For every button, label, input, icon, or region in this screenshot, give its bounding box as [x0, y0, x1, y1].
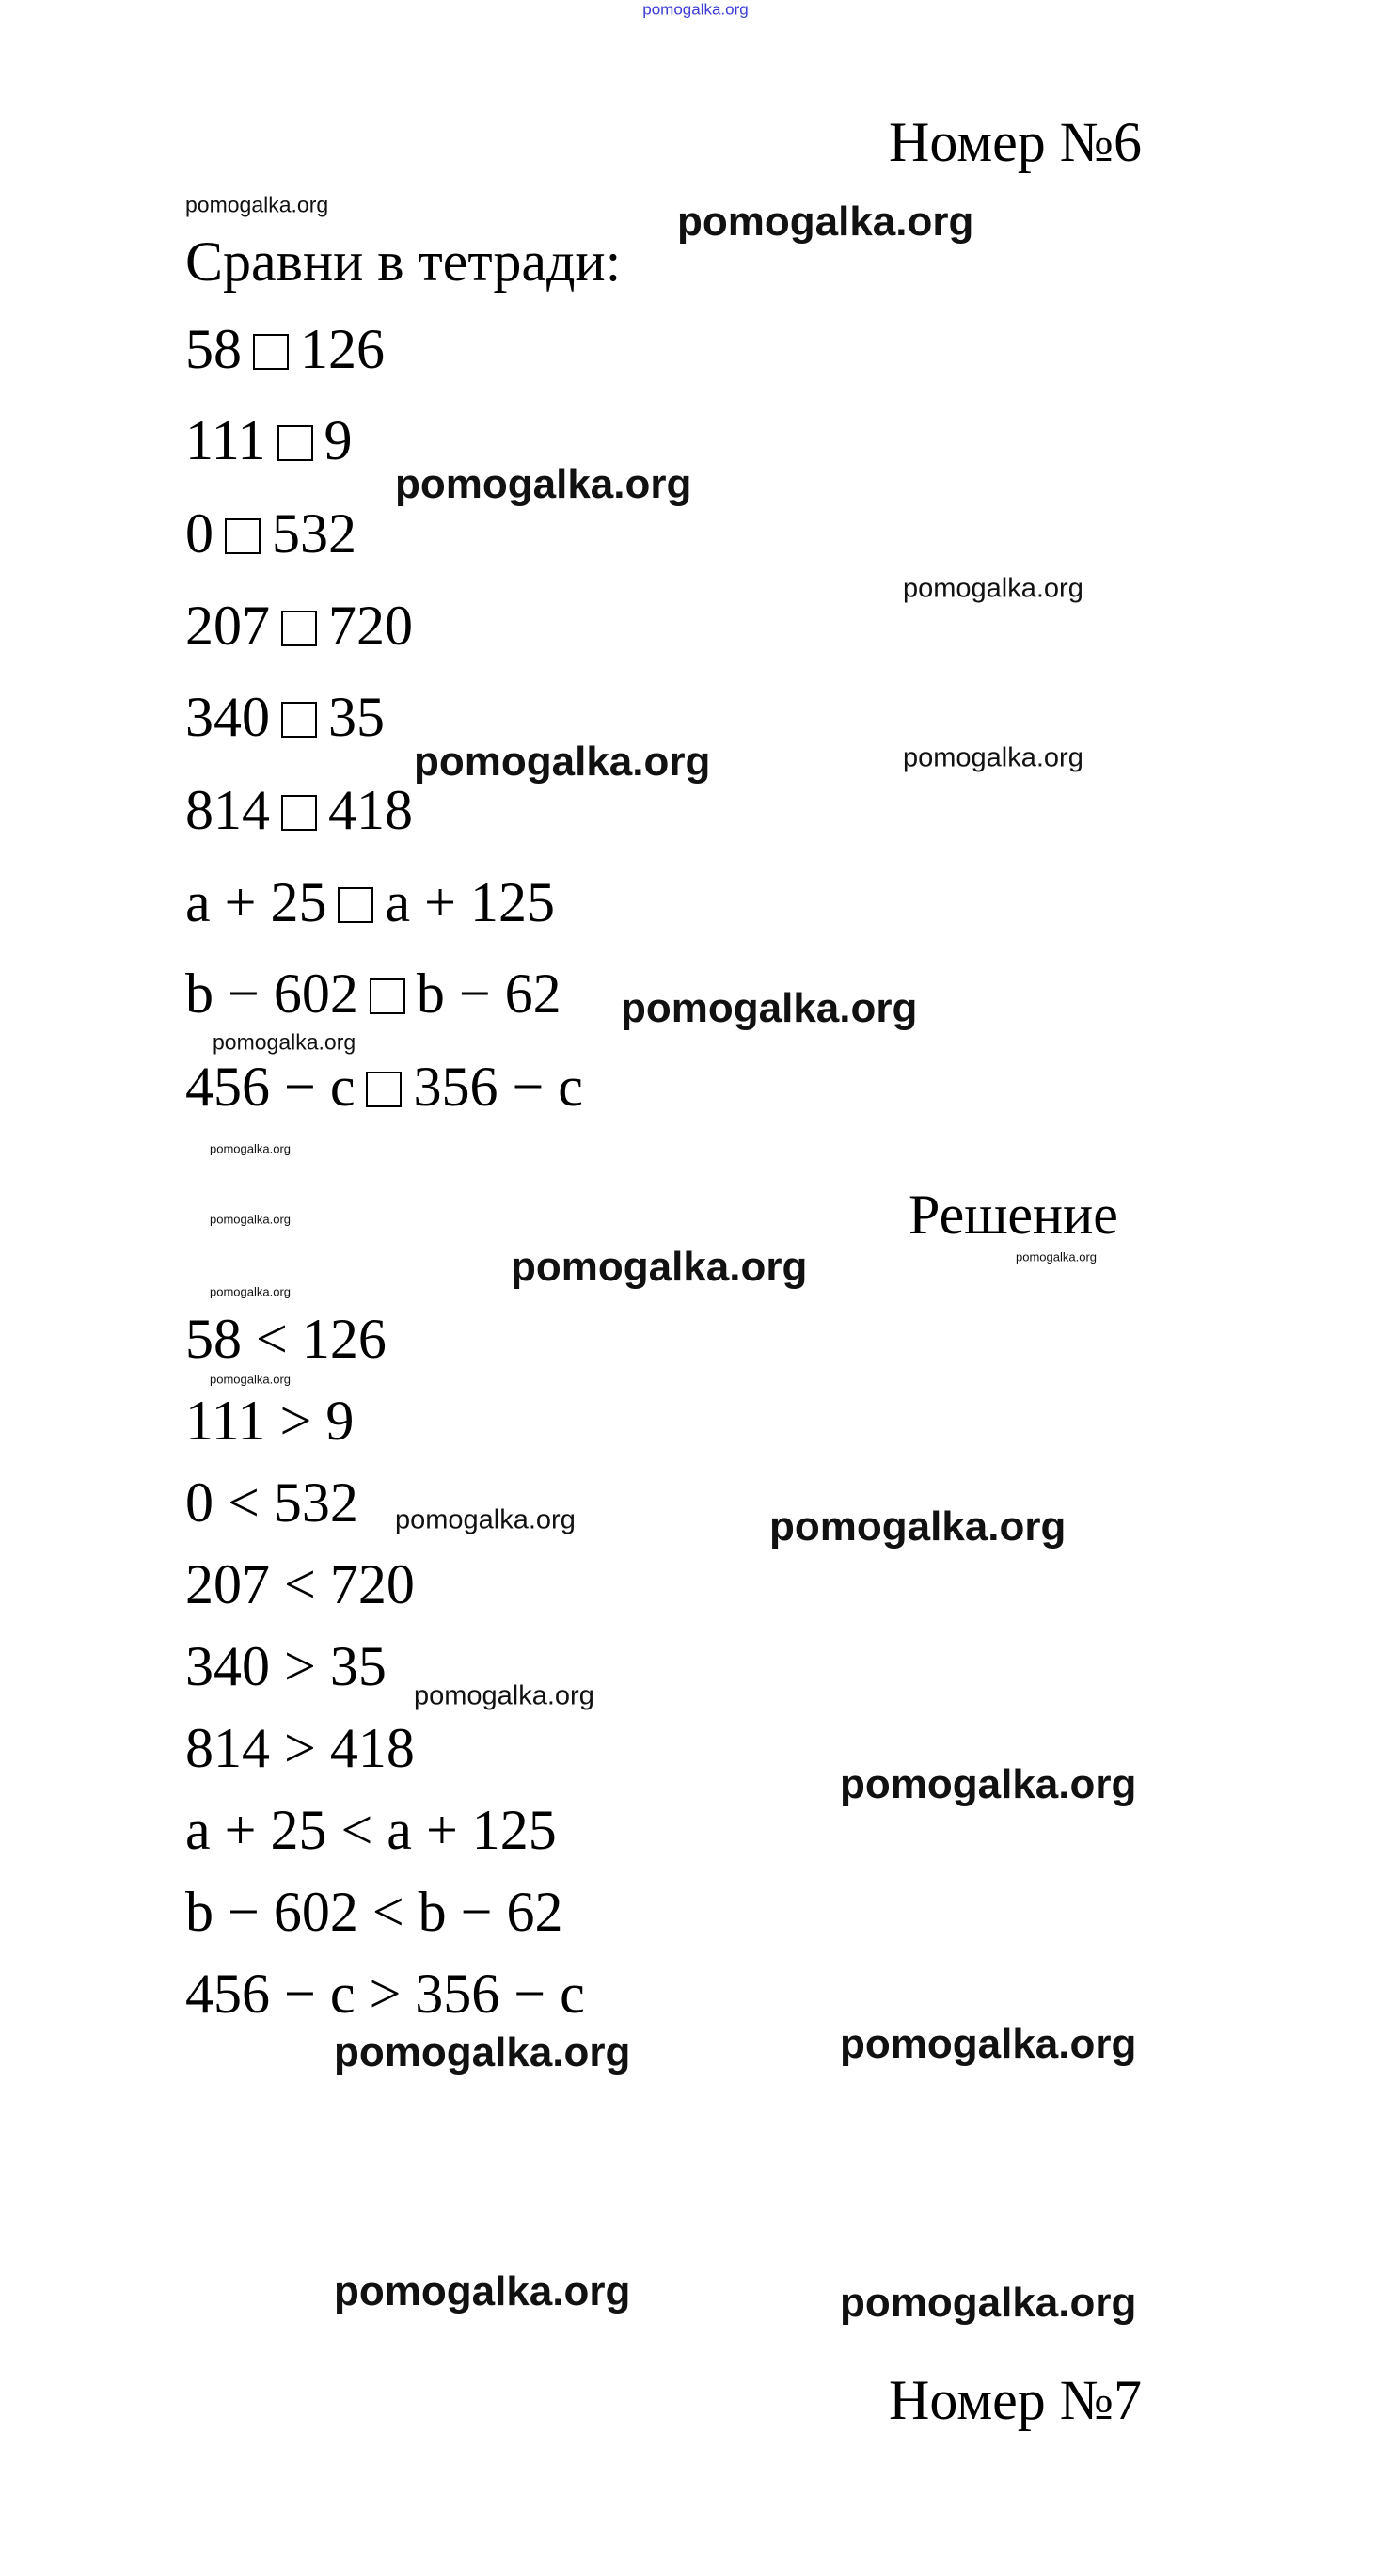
solution-line: 58 < 126	[185, 1308, 387, 1370]
solution-line: 456 − c > 356 − c	[185, 1963, 585, 2025]
left-expression: 340	[185, 686, 270, 748]
left-expression: 0	[185, 502, 213, 564]
solution-line: 814 > 418	[185, 1717, 415, 1779]
right-expression: 532	[272, 502, 356, 564]
task-7-title: Номер №7	[889, 2369, 1143, 2431]
watermark: pomogalka.org	[677, 199, 974, 245]
watermark: pomogalka.org	[334, 2268, 631, 2314]
watermark: pomogalka.org	[210, 1284, 291, 1299]
watermark: pomogalka.org	[213, 1029, 356, 1055]
comparison-box	[225, 518, 261, 554]
comparison-box	[338, 887, 373, 923]
watermark: pomogalka.org	[840, 1761, 1137, 1807]
watermark: pomogalka.org	[840, 2021, 1137, 2067]
solution-line: a + 25 < a + 125	[185, 1799, 557, 1861]
watermark: pomogalka.org	[210, 1141, 291, 1156]
right-expression: 356 − c	[413, 1056, 583, 1118]
comparison-item	[185, 686, 385, 748]
right-expression: 418	[328, 779, 413, 841]
right-expression: b − 62	[416, 962, 561, 1025]
right-expression: 126	[300, 318, 385, 380]
left-expression: 814	[185, 779, 270, 841]
watermark: pomogalka.org	[395, 461, 692, 507]
watermark: pomogalka.org	[769, 1503, 1067, 1550]
right-expression: 35	[328, 686, 385, 748]
left-expression: 456 − c	[185, 1056, 356, 1118]
solution-line: 340 > 35	[185, 1635, 387, 1697]
watermark: pomogalka.org	[840, 2280, 1137, 2326]
comparison-box	[366, 1072, 402, 1107]
watermark: pomogalka.org	[903, 742, 1083, 773]
comparison-item	[185, 595, 413, 657]
watermark: pomogalka.org	[395, 1504, 576, 1535]
comparison-box	[281, 702, 317, 738]
watermark: pomogalka.org	[185, 192, 329, 217]
solution-line: 207 < 720	[185, 1553, 415, 1615]
task-6-title: Номер №6	[889, 111, 1143, 173]
comparison-item	[185, 962, 561, 1025]
left-expression: b − 602	[185, 962, 358, 1025]
watermark: pomogalka.org	[414, 1680, 594, 1711]
comparison-box	[277, 425, 313, 461]
comparison-item	[185, 871, 555, 933]
left-expression: a + 25	[185, 871, 327, 933]
comparison-box	[281, 611, 317, 646]
comparison-item	[185, 318, 385, 380]
watermark: pomogalka.org	[414, 739, 711, 785]
watermark: pomogalka.org	[903, 573, 1083, 604]
right-expression: 9	[324, 409, 353, 471]
solution-line: 0 < 532	[185, 1471, 358, 1534]
comparison-item	[185, 1056, 583, 1118]
watermark: pomogalka.org	[210, 1212, 291, 1227]
solution-line: 111 > 9	[185, 1390, 355, 1452]
watermark: pomogalka.org	[210, 1372, 291, 1387]
right-expression: a + 125	[385, 871, 555, 933]
comparison-item	[185, 779, 413, 841]
comparison-item	[185, 409, 353, 471]
comparison-item	[185, 502, 356, 564]
comparison-box	[253, 334, 289, 370]
left-expression: 58	[185, 318, 242, 380]
watermark: pomogalka.org	[621, 985, 918, 1031]
watermark: pomogalka.org	[511, 1244, 808, 1290]
solution-title: Решение	[909, 1184, 1118, 1246]
left-expression: 207	[185, 595, 270, 657]
watermark: pomogalka.org	[1016, 1249, 1097, 1264]
watermark: pomogalka.org	[334, 2029, 631, 2075]
watermark-top[interactable]: pomogalka.org	[642, 0, 749, 19]
solution-line: b − 602 < b − 62	[185, 1881, 563, 1943]
right-expression: 720	[328, 595, 413, 657]
comparison-box	[370, 978, 405, 1014]
task-instruction: Сравни в тетради:	[185, 231, 622, 293]
left-expression: 111	[185, 409, 266, 471]
comparison-box	[281, 795, 317, 831]
